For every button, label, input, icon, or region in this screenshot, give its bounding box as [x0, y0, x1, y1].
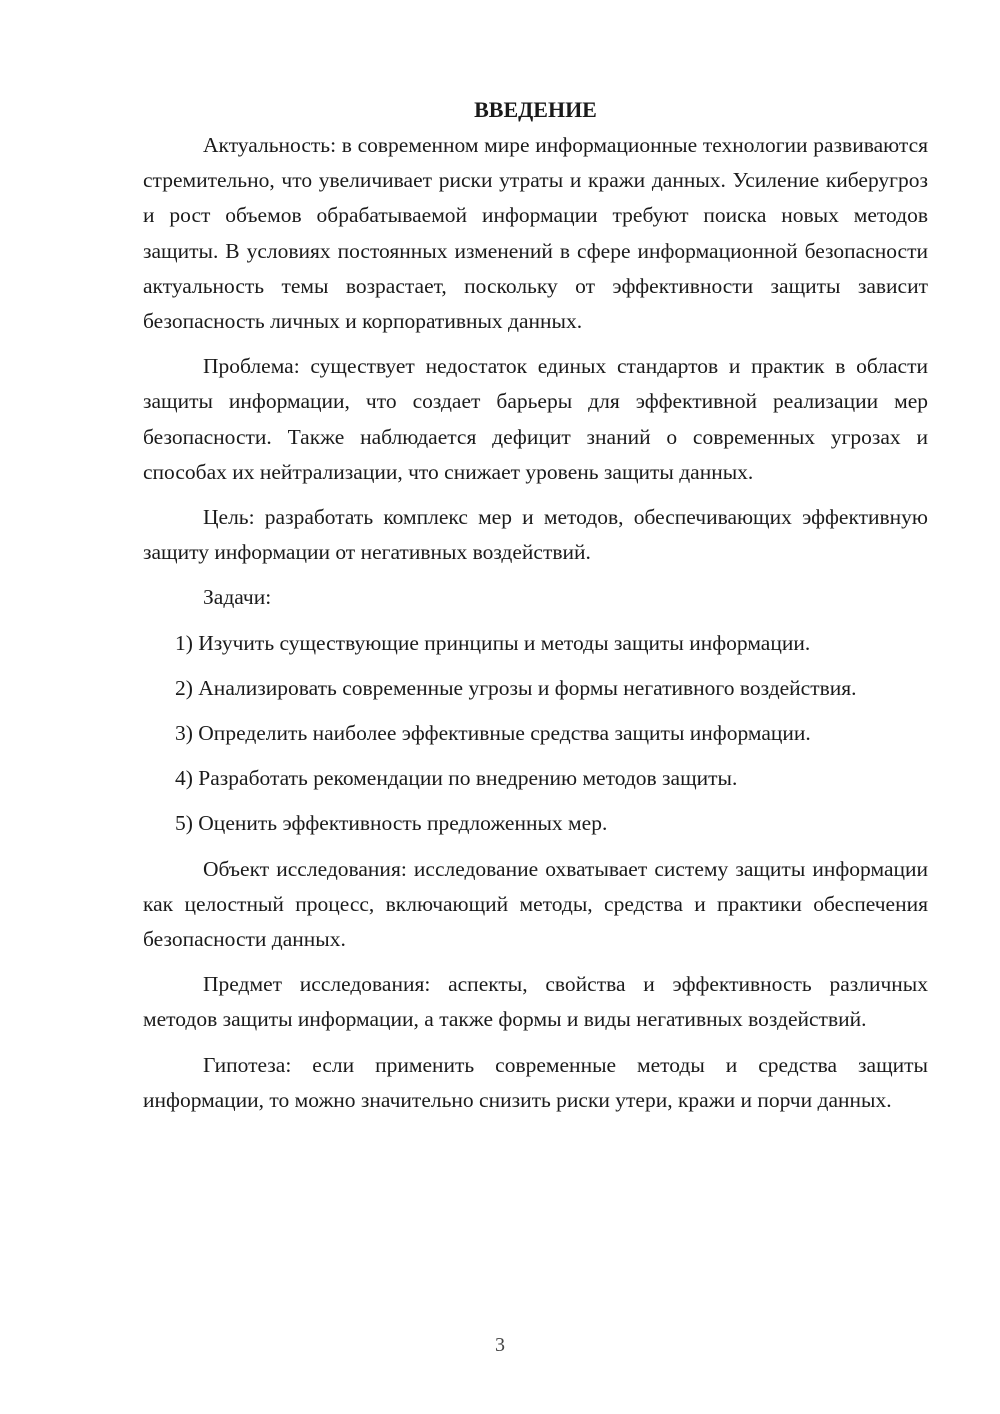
paragraph-goal: Цель: разработать комплекс мер и методов, обеспечивающих эффективную защиту информации от негативных воздействий. [143, 505, 928, 565]
page-number: 3 [495, 1334, 505, 1356]
tasks-heading: Задачи: [203, 585, 272, 610]
paragraph-object: Объект исследования: исследование охватывает систему защиты информации как целостный процесс, включающий методы, средства и практики обеспечения безопасности данных. [143, 856, 928, 952]
task-item-1: 1) Изучить существующие принципы и методы защиты информации. [175, 630, 811, 655]
document-page [143, 92, 928, 1128]
paragraph-relevance: Актуальность: в современном мире информационные технологии развиваются стремительно, что увеличивает риски утраты и кражи данных. Усиление киберугроз и рост объемов обрабатываемой информации требуют поиска новых методов защиты. В условиях постоянных изменений в сфере информационной безопасности актуальность темы возрастает, поскольку от эффективности защиты зависит безопасность личных и корпоративных данных. [143, 133, 928, 334]
paragraph-subject: Предмет исследования: аспекты, свойства и эффективность различных методов защиты информации, а также формы и виды негативных воздействий. [143, 972, 928, 1032]
document-title: ВВЕДЕНИЕ [474, 97, 597, 122]
task-item-3: 3) Определить наиболее эффективные средства защиты информации. [175, 721, 811, 746]
paragraph-problem: Проблема: существует недостаток единых стандартов и практик в области защиты информации, что создает барьеры для эффективной реализации мер безопасности. Также наблюдается дефицит знаний о современных угрозах и способах их нейтрализации, что снижает уровень защиты данных. [143, 354, 928, 484]
task-item-5: 5) Оценить эффективность предложенных мер. [175, 811, 608, 836]
task-item-4: 4) Разработать рекомендации по внедрению методов защиты. [175, 766, 738, 791]
task-item-2: 2) Анализировать современные угрозы и формы негативного воздействия. [175, 675, 857, 700]
paragraph-hypothesis: Гипотеза: если применить современные методы и средства защиты информации, то можно значительно снизить риски утери, кражи и порчи данных. [143, 1052, 928, 1112]
